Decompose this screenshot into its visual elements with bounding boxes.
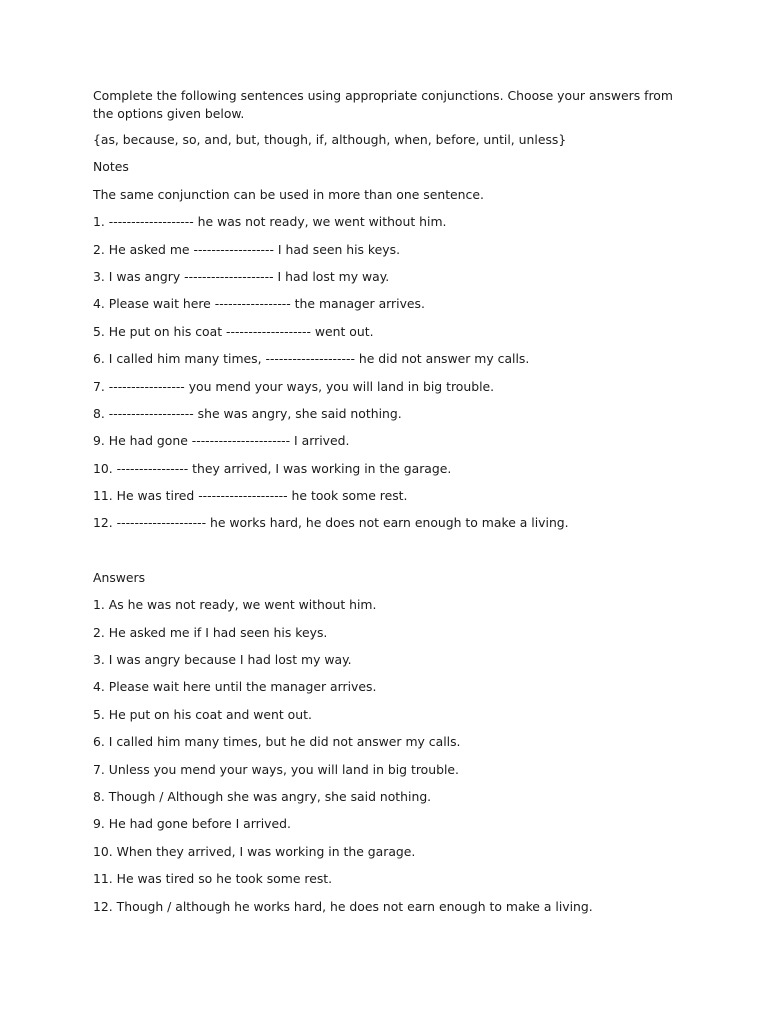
exercise-item: 1. ------------------- he was not ready, we went without him. — [93, 214, 447, 230]
instructions-text: Complete the following sentences using appropriate conjunctions. Choose your answers from the options given below. — [93, 88, 673, 121]
answer-item: 5. He put on his coat and went out. — [93, 706, 312, 722]
section-spacer — [93, 542, 693, 569]
options-list: {as, because, so, and, but, though, if, although, when, before, until, unless} — [93, 132, 567, 147]
exercise-list — [93, 213, 693, 542]
answer-item: 2. He asked me if I had seen his keys. — [93, 624, 328, 640]
exercise-item: 8. ------------------- she was angry, she said nothing. — [93, 405, 402, 421]
note-text: The same conjunction can be used in more than one sentence. — [93, 186, 484, 202]
document-page — [93, 87, 693, 925]
answers-heading: Answers — [93, 569, 146, 585]
answer-item: 8. Though / Although she was angry, she said nothing. — [93, 788, 432, 804]
exercise-item: 10. ---------------- they arrived, I was working in the garage. — [93, 460, 452, 476]
answer-item: 11. He was tired so he took some rest. — [93, 871, 333, 887]
answer-item: 10. When they arrived, I was working in the garage. — [93, 843, 416, 859]
answer-item: 9. He had gone before I arrived. — [93, 816, 291, 832]
exercise-item: 6. I called him many times, -------------------- he did not answer my calls. — [93, 351, 530, 367]
exercise-item: 2. He asked me ------------------ I had seen his keys. — [93, 241, 401, 257]
answers-list — [93, 596, 693, 925]
answer-item: 1. As he was not ready, we went without him. — [93, 597, 377, 613]
exercise-item: 3. I was angry -------------------- I had lost my way. — [93, 268, 390, 284]
answer-item: 12. Though / although he works hard, he does not earn enough to make a living. — [93, 898, 593, 914]
exercise-item: 11. He was tired -------------------- he took some rest. — [93, 488, 408, 504]
answer-item: 6. I called him many times, but he did not answer my calls. — [93, 734, 461, 750]
notes-heading: Notes — [93, 159, 129, 175]
answer-item: 4. Please wait here until the manager arrives. — [93, 679, 377, 695]
exercise-item: 9. He had gone ---------------------- I arrived. — [93, 433, 350, 449]
exercise-item: 5. He put on his coat ------------------- went out. — [93, 323, 374, 339]
exercise-item: 4. Please wait here ----------------- the manager arrives. — [93, 296, 425, 312]
exercise-item: 12. -------------------- he works hard, he does not earn enough to make a living. — [93, 515, 569, 531]
exercise-item: 7. ----------------- you mend your ways, you will land in big trouble. — [93, 378, 495, 394]
answer-item: 3. I was angry because I had lost my way. — [93, 652, 352, 668]
answer-item: 7. Unless you mend your ways, you will land in big trouble. — [93, 761, 459, 777]
